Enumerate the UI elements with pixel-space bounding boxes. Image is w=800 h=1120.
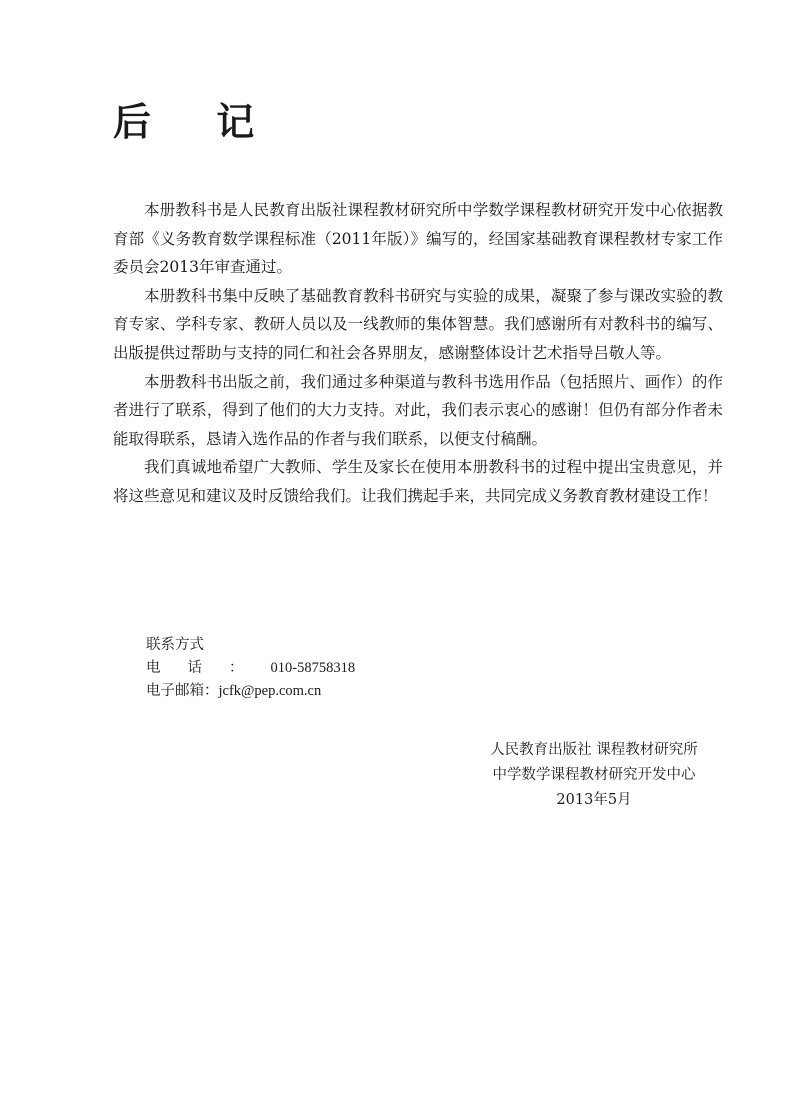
- signature-center: 中学数学课程教材研究开发中心: [492, 767, 696, 783]
- body-text: [113, 196, 723, 511]
- paragraph-2: 本册教科书集中反映了基础教育教科书研究与实验的成果，凝聚了参与课改实验的教育专家、学科专家、教研人员以及一线教师的集体智慧。我们感谢所有对教科书的编写、出版提供过帮助与支持的同仁和社会各界朋友，感谢整体设计艺术指导吕敬人等。: [113, 286, 723, 362]
- signature-block: [464, 738, 724, 813]
- page-title: 后 记: [113, 99, 281, 144]
- signature-publisher: 人民教育出版社 课程教材研究所: [490, 742, 698, 758]
- signature-date: 2013年5月: [556, 792, 632, 808]
- phone-label: 电话：: [146, 660, 271, 676]
- contact-info: [146, 634, 355, 703]
- phone-value: 010-58758318: [270, 660, 356, 676]
- contact-phone-row: [146, 657, 355, 680]
- paragraph-1: 本册教科书是人民教育出版社课程教材研究所中学数学课程教材研究开发中心依据教育部《义务教育数学课程标准（2011年版）》编写的，经国家基础教育课程教材专家工作委员会2013年审查通过。: [113, 201, 723, 277]
- email-value: jcfk@pep.com.cn: [218, 683, 322, 699]
- contact-heading: 联系方式: [146, 637, 204, 653]
- contact-email-row: [146, 680, 355, 703]
- paragraph-4: 我们真诚地希望广大教师、学生及家长在使用本册教科书的过程中提出宝贵意见，并将这些意见和建议及时反馈给我们。让我们携起手来，共同完成义务教育教材建设工作！: [113, 458, 723, 505]
- email-label: 电子邮箱：: [146, 683, 219, 699]
- paragraph-3: 本册教科书出版之前，我们通过多种渠道与教科书选用作品（包括照片、画作）的作者进行了联系，得到了他们的大力支持。对此，我们表示衷心的感谢！但仍有部分作者未能取得联系，恳请入选作品的作者与我们联系，以便支付稿酬。: [113, 372, 723, 448]
